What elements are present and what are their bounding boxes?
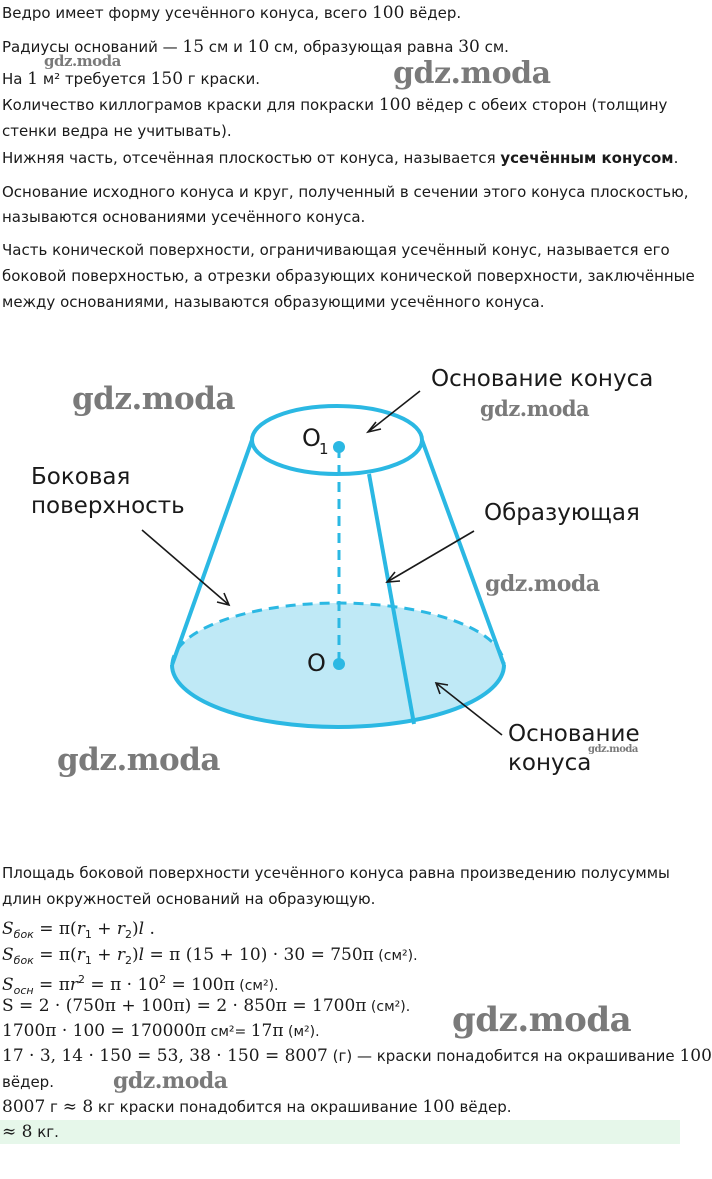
problem-line-5: стенки ведра не учитывать). [2, 122, 232, 140]
label-bottom-base-1: Основание [508, 721, 640, 747]
theory-line-4: Часть конической поверхности, ограничивающая усечённый конус, называется его [2, 241, 670, 259]
center-o1 [333, 441, 345, 453]
watermark: gdz.moda [452, 1000, 632, 1040]
formula-5: 1700π · 100 = 170000π см²= 17π (м²). [2, 1021, 320, 1041]
watermark: gdz.moda [480, 396, 590, 421]
watermark: gdz.moda [485, 571, 600, 597]
formula-7: вёдер. [2, 1073, 54, 1091]
formula-4: S = 2 · (750π + 100π) = 2 · 850π = 1700π (см²). [2, 996, 411, 1016]
formula-3: $S_{осн} = \pi r^2 = \pi \cdot 10^2 = 100\pi$ (см²). [2, 973, 279, 997]
answer-line: ≈ 8 кг. [2, 1122, 59, 1142]
answer-highlight [0, 1120, 680, 1144]
watermark: gdz.moda [44, 52, 121, 70]
formula-8: 8007 г ≈ 8 кг краски понадобится на окрашивание 100 вёдер. [2, 1097, 512, 1117]
watermark: gdz.moda [588, 744, 638, 755]
formula-6: 17 · 3, 14 · 150 = 53, 38 · 150 = 8007 (г) — краски понадобится на окрашивание 100 [2, 1046, 712, 1066]
watermark: gdz.moda [393, 56, 551, 91]
label-lateral-2: поверхность [31, 493, 185, 519]
label-generatrix: Образующая [484, 500, 640, 526]
solution-line-1: Площадь боковой поверхности усечённого конуса равна произведению полусуммы [2, 864, 670, 882]
problem-line-2: Радиусы оснований — 15 см и 10 см, образующая равна 30 см. [2, 37, 509, 57]
theory-line-6: между основаниями, называются образующими усечённого конуса. [2, 293, 545, 311]
watermark: gdz.moda [113, 1068, 228, 1094]
watermark: gdz.moda [57, 742, 220, 778]
solution-line-2: длин окружностей оснований на образующую. [2, 890, 376, 908]
label-bottom-base-2: конуса [508, 750, 592, 776]
label-o: O [307, 649, 326, 677]
formula-1: $S_{бок} = \pi(r_1 + r_2)l$ . [2, 919, 155, 941]
label-o1-sub: 1 [319, 440, 329, 458]
watermark: gdz.moda [72, 381, 235, 417]
theory-line-5: боковой поверхностью, а отрезки образующих конической поверхности, заключённые [2, 267, 695, 285]
label-top-base: Основание конуса [431, 366, 654, 392]
theory-line-3: называются основаниями усечённого конуса. [2, 208, 366, 226]
arrow-generatrix [387, 531, 474, 582]
problem-line-1: Ведро имеет форму усечённого конуса, всего 100 вёдер. [2, 3, 462, 23]
top-base [252, 406, 422, 474]
formula-2: $S_{бок} = \pi(r_1 + r_2)l = \pi$ (15 + 10) · 30 = 750π (см²). [2, 945, 418, 967]
label-lateral-1: Боковая [31, 464, 131, 490]
theory-line-1: Нижняя часть, отсечённая плоскостью от конуса, называется усечённым конусом. [2, 149, 679, 167]
problem-line-4: Количество киллограмов краски для покраски 100 вёдер с обеих сторон (толщину [2, 95, 668, 115]
label-o1: O [302, 424, 321, 452]
problem-line-3: На 1 м² требуется 150 г краски. [2, 69, 261, 89]
theory-line-2: Основание исходного конуса и круг, полученный в сечении этого конуса плоскостью, [2, 183, 689, 201]
center-o [333, 658, 345, 670]
